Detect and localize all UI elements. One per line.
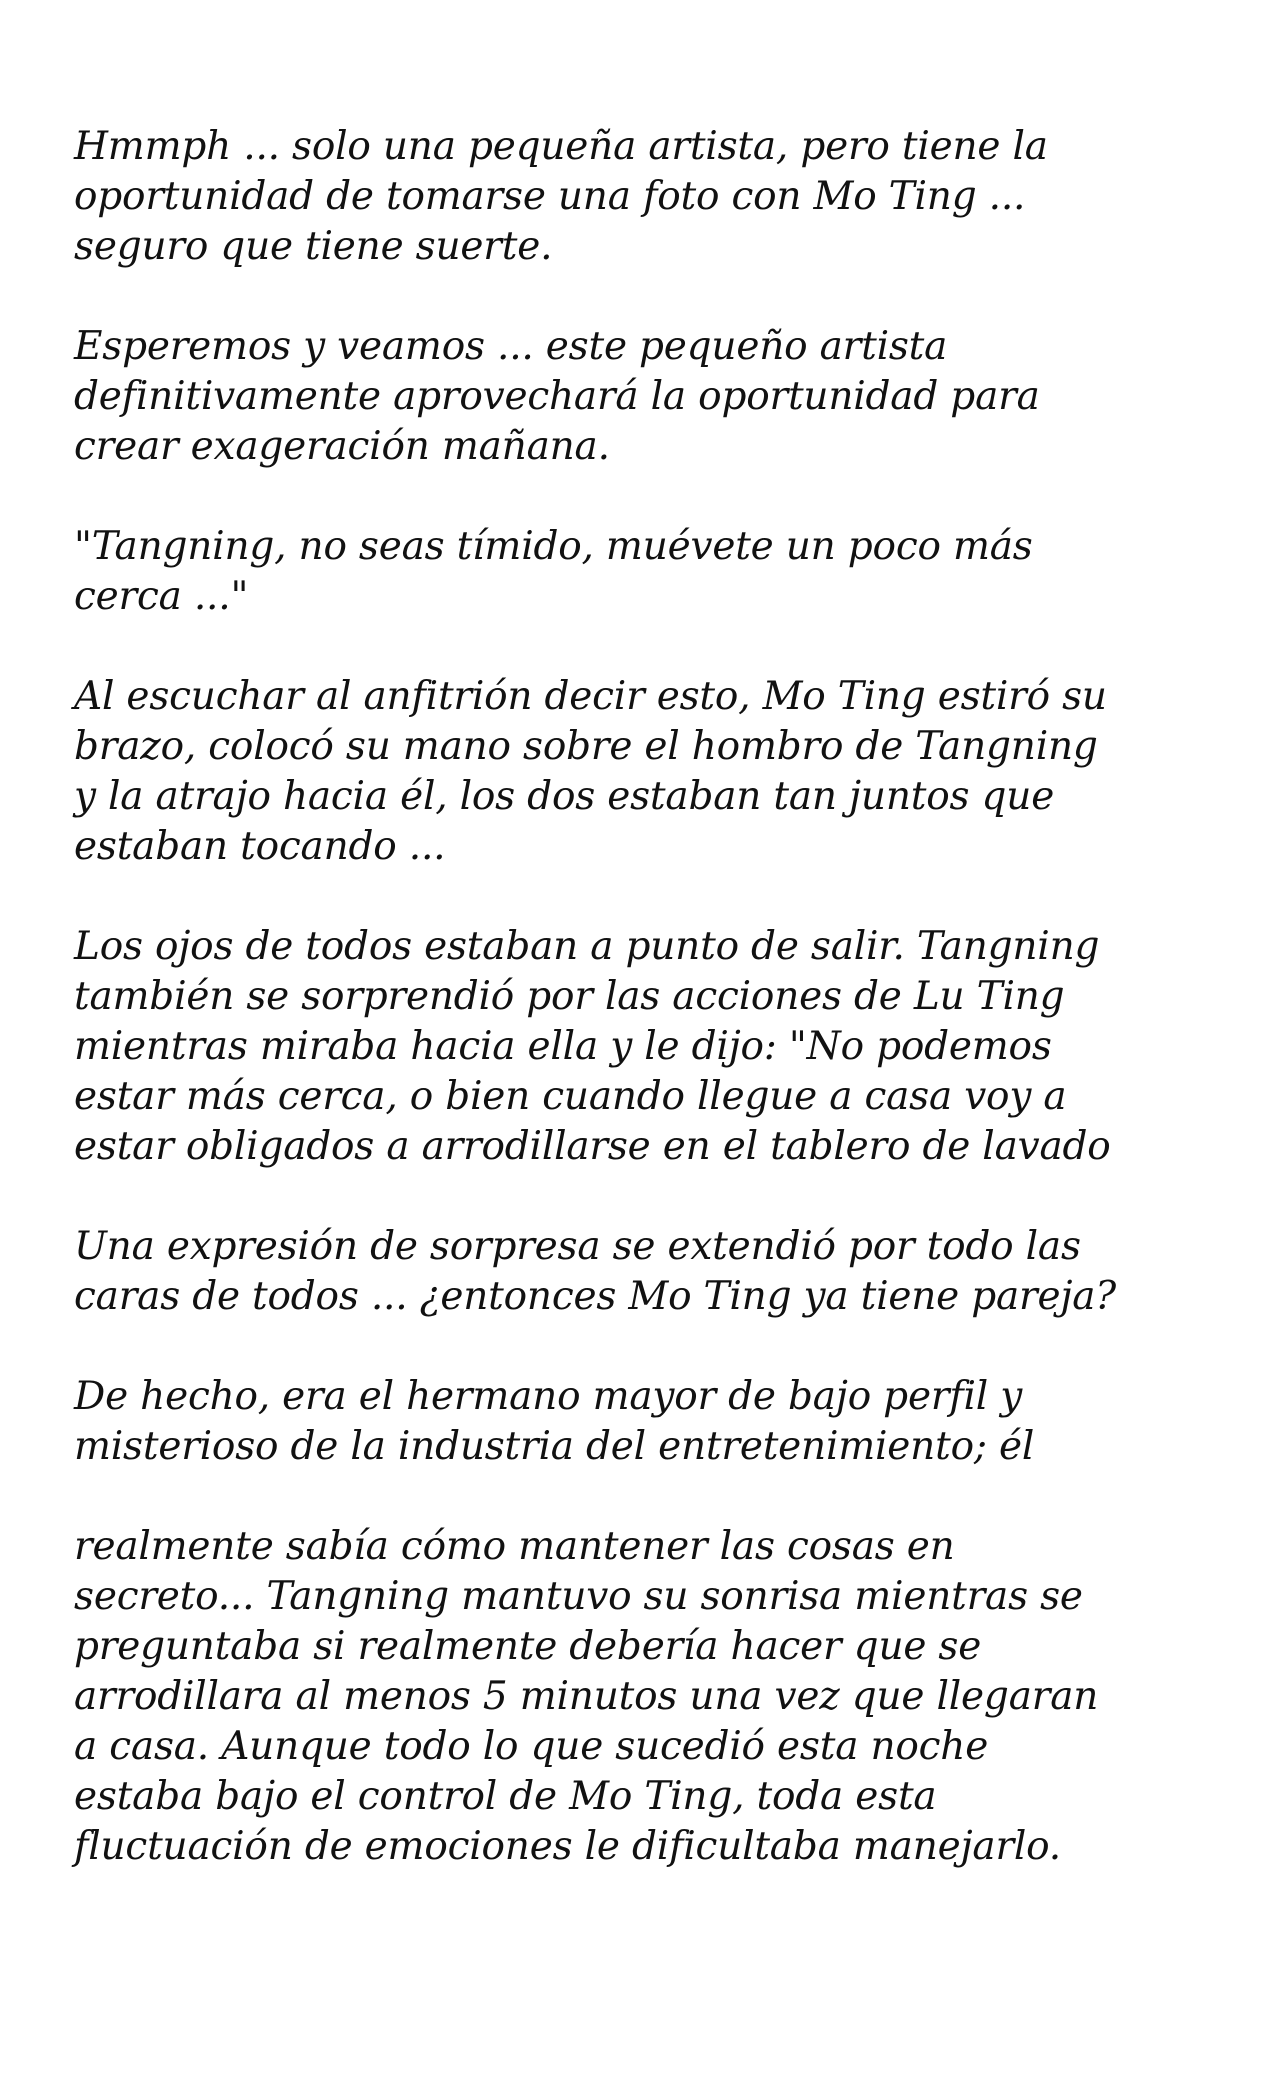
paragraph-7: De hecho, era el hermano mayor de bajo perfil y misterioso de la industria del entretenimiento; él: [74, 1374, 1035, 1469]
paragraph-1: Hmmph ... solo una pequeña artista, pero tiene la oportunidad de tomarse una foto con Mo Ting ... seguro que tiene suerte.: [74, 124, 1048, 269]
paragraph-6: Una expresión de sorpresa se extendió por todo las caras de todos ... ¿entonces Mo Ting ya tiene pareja?: [74, 1224, 1117, 1319]
paragraph-4: Al escuchar al anfitrión decir esto, Mo Ting estiró su brazo, colocó su mano sobre el hombro de Tangning y la atrajo hacia él, los dos estaban tan juntos que estaban tocando ...: [74, 674, 1107, 869]
text-column: [74, 122, 1234, 1922]
paragraph-8: realmente sabía cómo mantener las cosas en secreto... Tangning mantuvo su sonrisa mientras se preguntaba si realmente debería hacer que se arrodillara al menos 5 minutos una vez que llegaran a casa. Aunque todo lo que sucedió esta noche estaba bajo el control de Mo Ting, toda esta fluctuación de emociones le dificultaba manejarlo.: [74, 1524, 1099, 1869]
paragraph-5: Los ojos de todos estaban a punto de salir. Tangning también se sorprendió por las acciones de Lu Ting mientras miraba hacia ella y le dijo: "No podemos estar más cerca, o bien cuando llegue a casa voy a estar obligados a arrodillarse en el tablero de lavado: [74, 924, 1111, 1169]
paragraph-2: Esperemos y veamos ... este pequeño artista definitivamente aprovechará la oportunidad para crear exageración mañana.: [74, 324, 1040, 469]
paragraph-3: "Tangning, no seas tímido, muévete un poco más cerca ...": [74, 524, 1033, 619]
